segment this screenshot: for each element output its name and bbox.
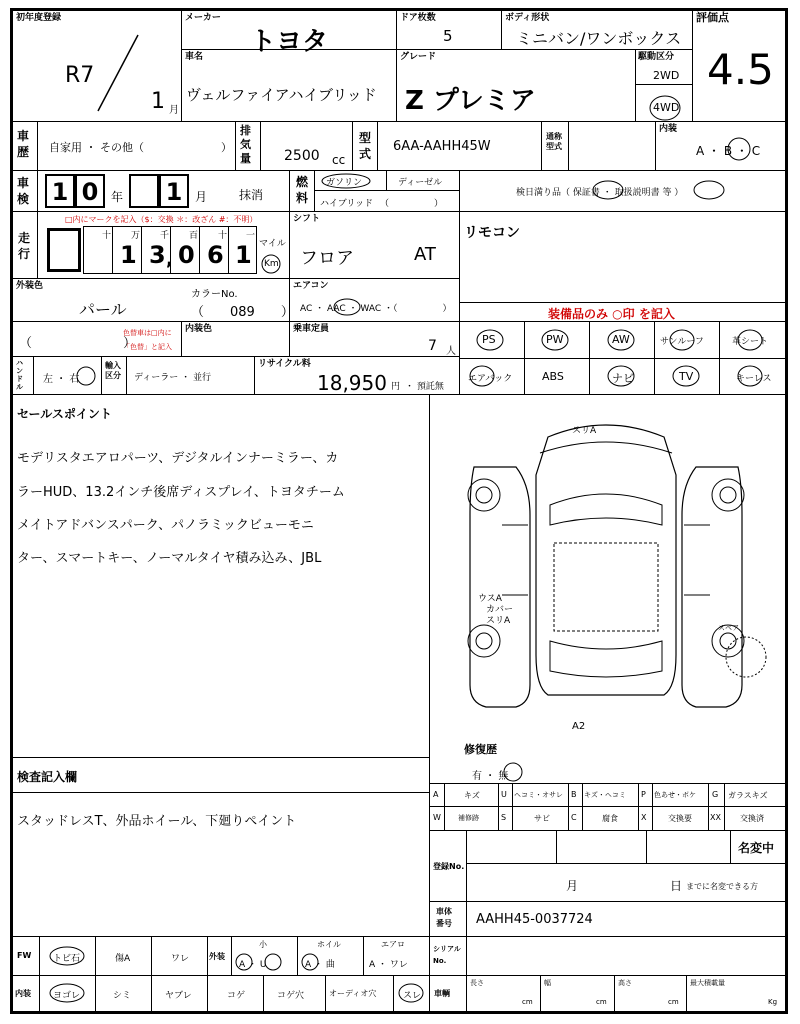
vin-cell bbox=[429, 901, 786, 937]
registration-cell bbox=[429, 830, 786, 902]
ac-options: AC ・ AAC ・ WAC ・（ ） bbox=[300, 304, 452, 314]
doors-cell bbox=[396, 10, 502, 50]
thousand-comma: , bbox=[166, 249, 173, 270]
grade-label: グレード bbox=[400, 52, 437, 62]
drive-4wd: 4WD bbox=[653, 101, 680, 114]
insp-year-digit-2: 0 bbox=[75, 174, 105, 208]
mileage-km: Km bbox=[264, 259, 279, 269]
legend-s-code: S bbox=[501, 813, 507, 822]
drive-label: 駆動区分 bbox=[638, 52, 675, 62]
ext-aero-value: A ・ ワレ bbox=[369, 960, 408, 970]
interior-color-label: 内装色 bbox=[185, 324, 213, 334]
inspection-notes-text: スタッドレスT、外品ホイール、下廻りペイント bbox=[17, 814, 297, 829]
shift-label: シフト bbox=[293, 214, 321, 224]
interior-grade-cell bbox=[655, 121, 786, 171]
handle-label: ハンドル bbox=[16, 359, 23, 391]
history-cell bbox=[12, 121, 236, 171]
int-item-4: コゲ bbox=[227, 991, 246, 1001]
selected-circle-right bbox=[75, 365, 97, 387]
first-reg-month: 1 bbox=[151, 89, 165, 114]
common-model-cell bbox=[541, 121, 656, 171]
interior-color-cell bbox=[181, 321, 290, 357]
auction-sheet bbox=[10, 8, 788, 1014]
shift-type: AT bbox=[414, 244, 436, 265]
import-label: 輸入区分 bbox=[105, 361, 121, 380]
unit-man: 万 bbox=[131, 231, 141, 241]
insp-month-unit: 月 bbox=[195, 190, 208, 204]
inspection-notes-title: 検査記入欄 bbox=[17, 770, 78, 784]
insp-year-unit: 年 bbox=[111, 190, 124, 204]
deadline-note: までに名変できる方 bbox=[686, 882, 758, 891]
legend-a-code: A bbox=[433, 790, 439, 799]
mileage-digit-4: 6 bbox=[207, 241, 224, 269]
capacity-unit: 人 bbox=[446, 346, 456, 357]
interior-row bbox=[12, 975, 430, 1012]
recycle-deposit: ・ 預託無 bbox=[405, 382, 444, 392]
mileage-label: 走行 bbox=[18, 231, 31, 261]
insp-month-digit-1 bbox=[129, 174, 159, 208]
fuel-gas: ガソリン bbox=[326, 178, 363, 188]
displacement-cell bbox=[235, 121, 353, 171]
maker-value: トヨタ bbox=[250, 27, 329, 57]
fw-item-2: 傷A bbox=[115, 954, 131, 964]
reg-no-label: 登録No. bbox=[433, 862, 465, 871]
equip-navi: ナビ bbox=[612, 372, 634, 385]
ac-label: エアコン bbox=[293, 281, 329, 291]
mileage-mile: マイル bbox=[259, 239, 286, 249]
ext-small-value: A ・ U bbox=[239, 960, 267, 970]
sales-line-1: モデリスタエアロパーツ、デジタルインナーミラー、カ bbox=[17, 451, 339, 466]
vehicle-size-cell bbox=[429, 975, 786, 1012]
score-value: 4.5 bbox=[707, 45, 774, 94]
height-label: 高さ bbox=[618, 979, 632, 987]
serial-label: シリアルNo. bbox=[433, 945, 461, 965]
diagram-left-mark-3: スリA bbox=[486, 616, 511, 626]
size-label: 車輌 bbox=[434, 989, 450, 998]
mileage-digit-2: 3 bbox=[149, 241, 166, 269]
inspection-notes-cell bbox=[12, 757, 430, 937]
diagram-bottom-mark: A2 bbox=[572, 721, 586, 732]
sales-point-title: セールスポイント bbox=[17, 407, 112, 421]
insp-month-digit-2: 1 bbox=[159, 174, 189, 208]
deadline-day: 日 bbox=[670, 879, 683, 893]
color-note-2: 「色替」と記入 bbox=[123, 343, 172, 351]
equip-abs: ABS bbox=[542, 370, 564, 383]
body-value: ミニバン/ワンボックス bbox=[516, 29, 682, 48]
import-cell bbox=[101, 356, 255, 395]
diagram-top-mark: スリA bbox=[572, 426, 597, 436]
selected-circle-b bbox=[726, 136, 752, 162]
repair-history-value: 有 ・ 無 bbox=[472, 771, 509, 782]
legend-xx-desc: 交換済 bbox=[740, 814, 764, 823]
car-name-cell bbox=[181, 49, 397, 122]
selected-circle-wear bbox=[397, 982, 425, 1004]
fw-row bbox=[12, 936, 430, 976]
interior-grade-value: A ・ B ・ C bbox=[696, 144, 761, 158]
insp-year-digit-1: 1 bbox=[45, 174, 75, 208]
fuel-hybrid: ハイブリッド bbox=[320, 199, 374, 209]
handle-cell bbox=[12, 356, 102, 395]
mileage-cell bbox=[12, 211, 290, 279]
body-cell bbox=[501, 10, 693, 50]
exterior-color-value: パール bbox=[79, 300, 127, 319]
inspection-cell bbox=[12, 170, 290, 212]
unit-ichi: 一 bbox=[246, 231, 256, 241]
ext-aero-label: エアロ bbox=[381, 940, 405, 949]
mileage-note: □内にマークを記入（$：交換 ＊：改ざん #：不明） bbox=[65, 215, 258, 224]
recycle-fee: 18,950 bbox=[317, 371, 387, 395]
ext-wheel-value: A ・ 曲 bbox=[305, 960, 335, 970]
displacement-cc: cc bbox=[332, 153, 346, 167]
equip-header-cell bbox=[459, 302, 786, 322]
diagram-left-mark-1: ウスA bbox=[478, 594, 502, 604]
unit-hyaku: 百 bbox=[189, 231, 199, 241]
fuel-diesel: ディーゼル bbox=[398, 178, 443, 188]
first-reg-era: R7 bbox=[65, 63, 95, 88]
width-label: 幅 bbox=[544, 979, 551, 987]
equipment-grid bbox=[459, 321, 786, 395]
body-label: ボディ形状 bbox=[505, 13, 550, 23]
color-no-value: （ 089 ） bbox=[191, 305, 294, 320]
ext-small-label: 小 bbox=[259, 940, 267, 949]
score-cell bbox=[692, 10, 786, 122]
drive-2wd: 2WD bbox=[653, 69, 680, 82]
int-item-1: ヨゴレ bbox=[53, 991, 81, 1001]
doors-label: ドア枚数 bbox=[400, 13, 436, 23]
fuel-cell bbox=[289, 170, 460, 212]
equip-header: 装備品のみ ○印 を記入 bbox=[548, 307, 675, 321]
car-name-label: 車名 bbox=[185, 52, 204, 62]
color-note-1: 色替車は□内に bbox=[123, 329, 172, 337]
equip-pw: PW bbox=[546, 333, 564, 346]
int-item-7: スレ bbox=[403, 991, 422, 1001]
legend-u-desc: ヘコミ・オサレ bbox=[514, 791, 563, 799]
ext-label: 外装 bbox=[209, 952, 225, 961]
legend-g-desc: ガラスキズ bbox=[728, 791, 768, 800]
legend-p-code: P bbox=[641, 790, 646, 799]
first-reg-month-unit: 月 bbox=[169, 105, 179, 116]
common-model-label: 通称型式 bbox=[546, 132, 562, 151]
recycle-label: リサイクル料 bbox=[258, 359, 311, 369]
mileage-digits bbox=[83, 226, 257, 274]
recycle-unit: 円 bbox=[391, 382, 401, 392]
mileage-digit-3: 0 bbox=[178, 241, 195, 269]
import-value: ディーラー ・ 並行 bbox=[134, 373, 212, 383]
int-item-6: オーディオ穴 bbox=[329, 989, 377, 998]
capacity-value: 7 bbox=[428, 338, 437, 354]
selected-circle-gas bbox=[320, 172, 372, 190]
diagram-spare: スペア bbox=[718, 624, 739, 632]
docs-value: 検日満り品（ 保証書 ・ 取扱説明書 等 ） bbox=[516, 188, 684, 198]
model-value: 6AA-AAHH45W bbox=[393, 139, 491, 154]
int-item-3: ヤブレ bbox=[165, 991, 192, 1001]
interior-label: 内装 bbox=[659, 124, 678, 134]
damage-diagram-cell bbox=[429, 394, 786, 784]
fuel-other: （ ） bbox=[380, 199, 444, 209]
selected-circle-aac bbox=[332, 297, 362, 317]
sales-point-cell bbox=[12, 394, 430, 758]
legend-c-desc: 腐食 bbox=[602, 814, 618, 823]
score-label: 評価点 bbox=[696, 11, 729, 24]
equip-leather: 革シート bbox=[732, 337, 769, 347]
equip-tv: TV bbox=[679, 370, 694, 383]
history-label: 車歴 bbox=[17, 129, 30, 159]
equip-keyless: キーレス bbox=[736, 374, 772, 384]
unit-juman: 十 bbox=[102, 231, 112, 241]
color-change-cell bbox=[12, 321, 182, 357]
model-cell bbox=[352, 121, 542, 171]
fw-item-1: トビ石 bbox=[53, 954, 81, 964]
erased-label: 抹消 bbox=[239, 188, 264, 202]
serial-cell bbox=[429, 936, 786, 976]
equip-sunroof: サンルーフ bbox=[660, 337, 704, 347]
sales-line-4: ター、スマートキー、ノーマルタイヤ積み込み、JBL bbox=[17, 551, 322, 566]
int-label: 内装 bbox=[15, 989, 31, 998]
load-label: 最大積載量 bbox=[690, 979, 725, 987]
grade-value: Z プレミア bbox=[405, 86, 536, 116]
length-label: 長さ bbox=[470, 979, 484, 987]
height-cm: cm bbox=[668, 998, 679, 1006]
shift-cell bbox=[289, 211, 460, 279]
legend-x-code: X bbox=[641, 813, 647, 822]
load-kg: Kg bbox=[768, 998, 778, 1006]
model-label: 型式 bbox=[359, 131, 372, 161]
equipment-note: リモコン bbox=[464, 225, 520, 241]
legend-c-code: C bbox=[571, 813, 577, 822]
first-reg-label: 初年度登録 bbox=[16, 13, 62, 23]
displacement-value: 2500 bbox=[284, 148, 320, 164]
fw-label: FW bbox=[17, 951, 32, 960]
capacity-label: 乗車定員 bbox=[293, 324, 330, 334]
int-item-5: コゲ穴 bbox=[277, 991, 305, 1001]
exterior-color-label: 外装色 bbox=[16, 281, 44, 291]
maker-label: メーカー bbox=[185, 13, 221, 23]
legend-b-desc: キズ・ヘコミ bbox=[584, 791, 626, 799]
repair-history-label: 修復歴 bbox=[464, 743, 497, 756]
color-no-label: カラーNo. bbox=[191, 289, 238, 300]
legend-g-code: G bbox=[712, 790, 719, 799]
legend-x-desc: 交換要 bbox=[668, 814, 692, 823]
legend-s-desc: サビ bbox=[534, 814, 550, 823]
color-change-paren: （ ） bbox=[19, 336, 137, 351]
legend-u-code: U bbox=[501, 790, 507, 799]
recycle-cell bbox=[254, 356, 460, 395]
car-diagram bbox=[430, 395, 785, 725]
shift-position: フロア bbox=[300, 248, 354, 269]
unit-sen: 千 bbox=[160, 231, 170, 241]
mileage-box-0 bbox=[47, 228, 81, 272]
selected-circle-4wd bbox=[648, 94, 682, 122]
legend-w-code: W bbox=[433, 813, 441, 822]
inspection-label: 車検 bbox=[17, 176, 30, 206]
fuel-label: 燃料 bbox=[296, 175, 309, 205]
legend-p-desc: 色あせ・ボケ bbox=[654, 791, 696, 799]
exterior-color-cell bbox=[12, 278, 294, 322]
legend-xx-code: XX bbox=[710, 813, 721, 822]
handle-value: 左 ・ 右 bbox=[43, 374, 80, 385]
equip-ps: PS bbox=[482, 333, 496, 346]
doors-value: 5 bbox=[443, 27, 453, 45]
deadline-month: 月 bbox=[566, 879, 579, 893]
legend-grid bbox=[429, 783, 786, 831]
vin-value: AAHH45-0037724 bbox=[476, 912, 593, 927]
selected-circle-manual bbox=[692, 179, 726, 201]
width-cm: cm bbox=[596, 998, 607, 1006]
ext-wheel-label: ホイル bbox=[317, 940, 341, 949]
vin-label: 車体番号 bbox=[436, 907, 452, 928]
equipment-circles bbox=[460, 322, 785, 394]
int-item-2: シミ bbox=[113, 991, 132, 1001]
docs-cell bbox=[459, 170, 786, 212]
selected-circle-km bbox=[259, 254, 283, 274]
selected-circle-warranty bbox=[591, 179, 625, 201]
drive-cell bbox=[635, 49, 693, 122]
capacity-cell bbox=[289, 321, 460, 357]
legend-a-desc: キズ bbox=[464, 791, 480, 800]
mileage-digit-5: 1 bbox=[235, 241, 252, 269]
mileage-digit-1: 1 bbox=[120, 241, 137, 269]
diagram-left-mark-2: カバー bbox=[486, 605, 514, 615]
displacement-label: 排気量 bbox=[240, 124, 251, 165]
legend-b-code: B bbox=[571, 790, 577, 799]
selected-circle-none bbox=[502, 761, 524, 783]
selected-circle-dirt bbox=[47, 982, 87, 1004]
car-name-value: ヴェルファイアハイブリッド bbox=[186, 86, 377, 104]
legend-w-desc: 補修跡 bbox=[458, 814, 479, 822]
equip-airbag: エアバック bbox=[468, 374, 513, 384]
grade-cell bbox=[396, 49, 636, 122]
ac-cell bbox=[289, 278, 460, 322]
sales-line-2: ラーHUD、13.2インチ後席ディスプレイ、トヨタチーム bbox=[17, 485, 345, 500]
name-change-label: 名変中 bbox=[738, 841, 775, 855]
unit-ju: 十 bbox=[218, 231, 228, 241]
fw-item-3: ワレ bbox=[171, 954, 190, 964]
length-cm: cm bbox=[522, 998, 533, 1006]
history-value: 自家用 ・ その他（ ） bbox=[49, 141, 232, 154]
equipment-note-cell bbox=[459, 211, 786, 303]
sales-line-3: メイトアドバンスパーク、パノラミックビューモニ bbox=[17, 518, 314, 533]
equip-aw: AW bbox=[612, 333, 630, 346]
first-reg-cell bbox=[12, 10, 182, 122]
ext-circles bbox=[13, 937, 429, 975]
slash-mark bbox=[93, 33, 143, 113]
